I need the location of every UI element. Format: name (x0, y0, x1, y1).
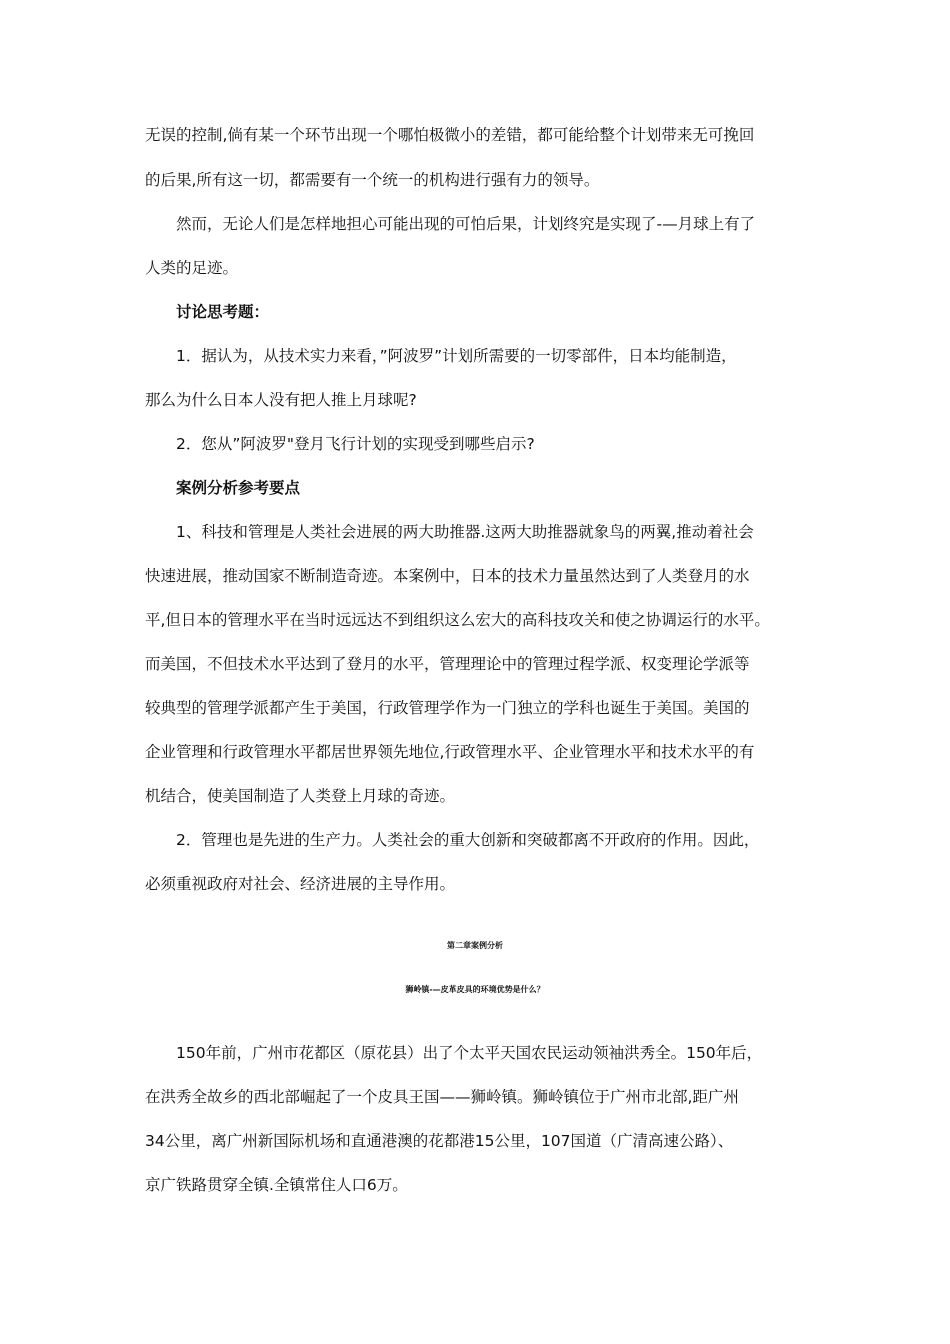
analysis-point-1-line: 1、科技和管理是人类社会进展的两大助推器.这两大助推器就象鸟的两翼,推动着社会 (176, 523, 754, 541)
analysis-point-2-line: 必须重视政府对社会、经济进展的主导作用。 (145, 875, 456, 893)
paragraph-line: 的后果,所有这一切，都需要有一个统一的机构进行强有力的领导。 (145, 171, 600, 189)
analysis-point-1-line: 平,但日本的管理水平在当时远远达不到组织这么宏大的高科技攻关和使之协调运行的水平。 (145, 611, 770, 629)
analysis-point-1-line: 机结合，使美国制造了人类登上月球的奇迹。 (145, 787, 456, 805)
discussion-heading: 讨论思考题： (176, 303, 270, 321)
question-2-line: 2．您从”阿波罗"登月飞行计划的实现受到哪些启示? (176, 435, 535, 453)
paragraph-line: 无误的控制,倘有某一个环节出现一个哪怕极微小的差错，都可能给整个计划带来无可挽回 (145, 126, 755, 144)
analysis-point-2-line: 2．管理也是先进的生产力。人类社会的重大创新和突破都离不开政府的作用。因此， (176, 831, 760, 849)
analysis-point-1-line: 较典型的管理学派都产生于美国，行政管理学作为一门独立的学科也诞生于美国。美国的 (145, 699, 750, 717)
chapter-title: 第二章案例分析 (447, 941, 503, 950)
analysis-heading: 案例分析参考要点 (176, 479, 301, 497)
analysis-point-1-line: 企业管理和行政管理水平都居世界领先地位,行政管理水平、企业管理水平和技术水平的有 (145, 743, 755, 761)
analysis-point-1-line: 快速进展，推动国家不断制造奇迹。本案例中，日本的技术力量虽然达到了人类登月的水 (145, 567, 750, 585)
case-paragraph-line: 34公里，离广州新国际机场和直通港澳的花都港15公里，107国道（广清高速公路）、 (145, 1132, 734, 1150)
case-paragraph-line: 在洪秀全故乡的西北部崛起了一个皮具王国——狮岭镇。狮岭镇位于广州市北部,距广州 (145, 1088, 739, 1106)
question-1-line: 1．据认为，从技术实力来看，”阿波罗”计划所需要的一切零部件，日本均能制造， (176, 347, 737, 365)
case-paragraph-line: 150年前，广州市花都区（原花县）出了个太平天国农民运动领袖洪秀全。150年后， (176, 1044, 763, 1062)
paragraph-line: 然而，无论人们是怎样地担心可能出现的可怕后果，计划终究是实现了-—月球上有了 (176, 215, 756, 233)
case-title: 狮岭镇-—皮革皮具的环境优势是什么？ (405, 985, 545, 994)
analysis-point-1-line: 而美国，不但技术水平达到了登月的水平，管理理论中的管理过程学派、权变理论学派等 (145, 655, 750, 673)
paragraph-line: 人类的足迹。 (145, 259, 239, 277)
question-1-line: 那么为什么日本人没有把人推上月球呢? (145, 391, 417, 409)
case-paragraph-line: 京广铁路贯穿全镇.全镇常住人口6万。 (145, 1176, 408, 1194)
